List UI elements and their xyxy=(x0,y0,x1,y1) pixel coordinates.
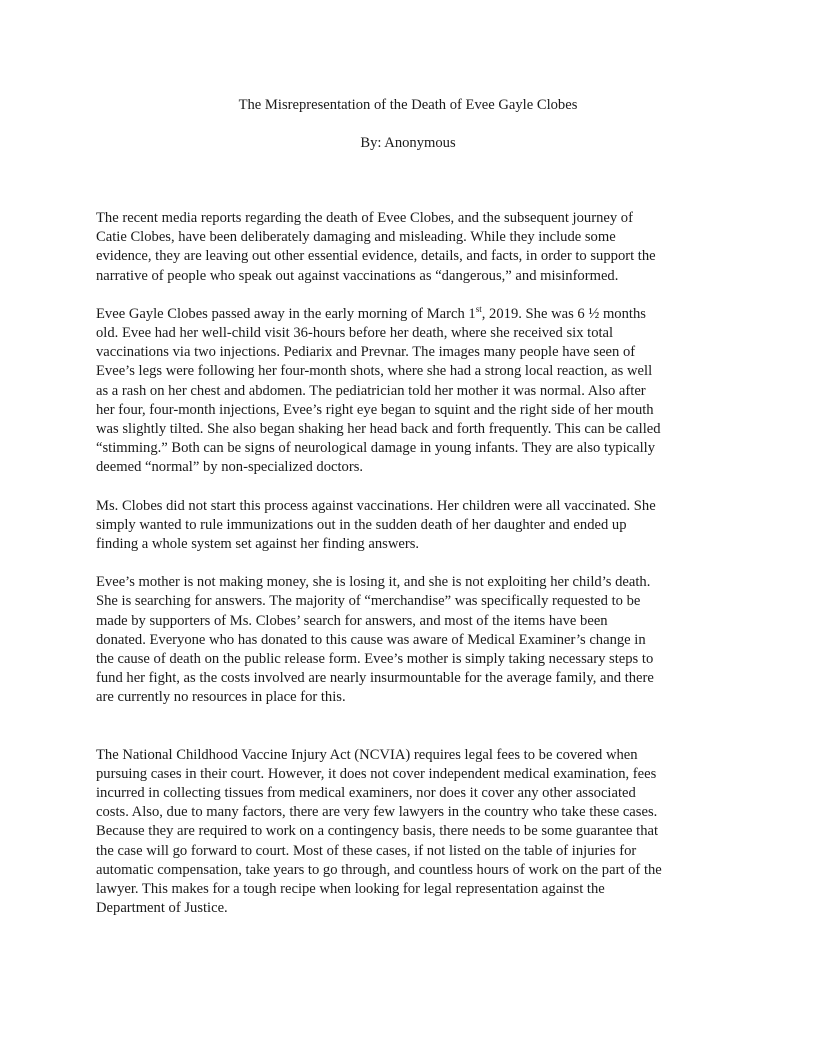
paragraph-evee-death: Evee Gayle Clobes passed away in the early morning of March 1st, 2019. She was 6 ½ months old. Evee had her well-child visit 36-hours before her death, where she received six total vaccinations via two injections. Pediarix and Prevnar. The images many people have seen of Evee’s legs were following her four-month shots, where she had a strong local reaction, as well as a rash on her chest and abdomen. The pediatrician told her mother it was normal. Also after her four, four-month injections, Evee’s right eye began to squint and the right side of her mouth was slightly tilted. She also began shaking her head back and forth frequently. This can be called “stimming.” Both can be signs of neurological damage in young infants. They are also typically deemed “normal” by non-specialized doctors. xyxy=(96,303,661,476)
paragraph-mother-fundraising: Evee’s mother is not making money, she is losing it, and she is not exploiting her child’s death. She is searching for answers. The majority of “merchandise” was specifically requested to be made by supporters of Ms. Clobes’ search for answers, and most of the items have been donated. Everyone who has donated to this cause was aware of Medical Examiner’s change in the cause of death on the public release form. Evee’s mother is simply taking necessary steps to fund her fight, as the costs involved are nearly insurmountable for the average family, and there are currently no resources in place for this. xyxy=(96,574,654,706)
paragraph-spacer xyxy=(96,286,722,305)
document-body xyxy=(96,209,722,919)
paragraph-spacer xyxy=(96,708,722,746)
document-byline: By: Anonymous xyxy=(360,135,456,151)
paragraph-ms-clobes: Ms. Clobes did not start this process against vaccinations. Her children were all vaccinated. She simply wanted to rule immunizations out in the sudden death of her daughter and ended up finding a whole system set against her finding answers. xyxy=(96,497,656,553)
paragraph-spacer xyxy=(96,554,722,573)
document-title: The Misrepresentation of the Death of Evee Gayle Clobes xyxy=(238,97,578,113)
paragraph-media-reports: The recent media reports regarding the death of Evee Clobes, and the subsequent journey of Catie Clobes, have been deliberately damaging and misleading. While they include some evidence, they are leaving out other essential evidence, details, and facts, in order to support the narrative of people who speak out against vaccinations as “dangerous,” and misinformed. xyxy=(96,210,656,284)
paragraph-ncvia: The National Childhood Vaccine Injury Act (NCVIA) requires legal fees to be covered when pursuing cases in their court. However, it does not cover independent medical examination, fees incurred in collecting tissues from medical examiners, nor does it cover any other associated costs. Also, due to many factors, there are very few lawyers in the country who take these cases. Because they are required to work on a contingency basis, there needs to be some guarantee that the case will go forward to court. Most of these cases, if not listed on the table of injuries for automatic compensation, take years to go through, and countless hours of work on the part of the lawyer. This makes for a tough recipe when looking for legal representation against the Department of Justice. xyxy=(96,746,662,917)
paragraph-spacer xyxy=(96,478,722,497)
